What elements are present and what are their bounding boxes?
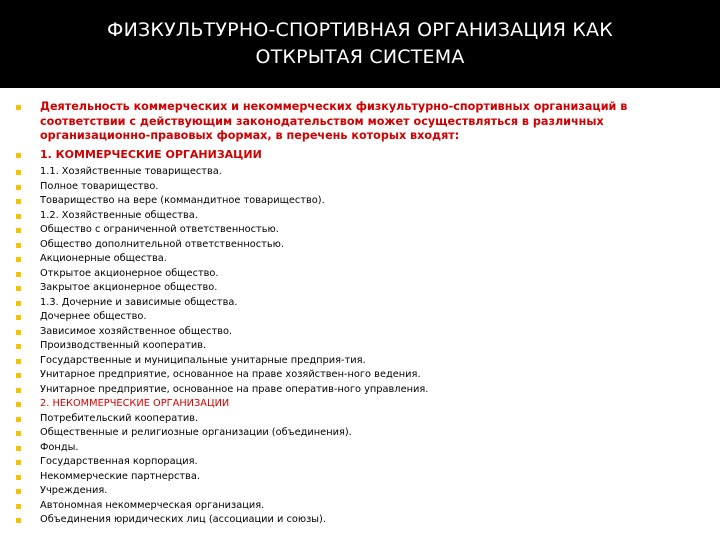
bullet-icon: [16, 518, 21, 523]
slide-content: [0, 88, 720, 540]
section-heading-text: 2. НЕКОММЕРЧЕСКИЕ ОРГАНИЗАЦИИ: [40, 398, 230, 409]
bullet-icon: [16, 105, 21, 110]
bullet-icon: [16, 315, 21, 320]
bullet-icon: [16, 301, 21, 306]
list-item-text: Общество с ограниченной ответственностью.: [40, 224, 279, 235]
list-item-text: Фонды.: [40, 441, 79, 453]
bullet-icon: [16, 359, 21, 364]
list-item-text: Унитарное предприятие, основанное на праве хозяйствен-ного ведения.: [40, 369, 421, 380]
bullet-icon: [16, 417, 21, 422]
list-item-text: Общество дополнительной ответственностью.: [40, 238, 284, 250]
bullet-icon: [16, 460, 21, 465]
bullet-icon: [16, 330, 21, 335]
list-item-text: Объединения юридических лиц (ассоциации и союзы).: [40, 514, 326, 525]
bullet-icon: [16, 286, 21, 291]
list-item-text: Государственные и муниципальные унитарные предприя-тия.: [40, 354, 366, 366]
list-item-text: Зависимое хозяйственное общество.: [40, 325, 233, 337]
title-line-1: ФИЗКУЛЬТУРНО-СПОРТИВНАЯ ОРГАНИЗАЦИЯ КАК: [107, 19, 613, 41]
intro-text: Деятельность коммерческих и некоммерческих физкультурно-спортивных организаций в соответствии с действующим законодательством может осуществляться в различных организационно-правовых формах, в перечень которых входят:: [40, 100, 628, 142]
bullet-icon: [16, 489, 21, 494]
list-item-text: 1.1. Хозяйственные товарищества.: [40, 166, 222, 177]
list-item-text: Производственный кооператив.: [40, 340, 207, 351]
bullet-icon: [16, 199, 21, 204]
list-item-text: Государственная корпорация.: [40, 456, 198, 467]
list-item-text: Закрытое акционерное общество.: [40, 282, 218, 293]
slide-title: [107, 17, 613, 71]
list-item-text: Некоммерческие партнерства.: [40, 470, 200, 482]
list-item-text: 1.2. Хозяйственные общества.: [40, 209, 198, 221]
bullet-icon: [16, 373, 21, 378]
bullet-icon: [16, 170, 21, 175]
slide-header: [0, 0, 720, 88]
bullet-icon: [16, 446, 21, 451]
bullet-icon: [16, 243, 21, 248]
bullet-icon: [16, 185, 21, 190]
bullet-icon: [16, 431, 21, 436]
list-item-text: Учреждения.: [40, 485, 108, 496]
bullet-icon: [16, 504, 21, 509]
bullet-icon: [16, 228, 21, 233]
list-item-text: Унитарное предприятие, основанное на праве оператив-ного управления.: [40, 383, 429, 395]
bullet-icon: [16, 475, 21, 480]
list-item-text: 1.3. Дочерние и зависимые общества.: [40, 296, 238, 308]
list-item-text: Полное товарищество.: [40, 180, 159, 192]
bullet-icon: [16, 388, 21, 393]
title-line-2: ОТКРЫТАЯ СИСТЕМА: [255, 46, 465, 68]
bullet-icon: [16, 344, 21, 349]
list-item-text: Потребительский кооператив.: [40, 412, 199, 424]
list-item-text: Товарищество на вере (коммандитное товарищество).: [40, 195, 325, 206]
bullet-icon: [16, 153, 21, 158]
list-item-text: Дочернее общество.: [40, 311, 147, 322]
section-heading-text: 1. КОММЕРЧЕСКИЕ ОРГАНИЗАЦИИ: [40, 148, 262, 161]
list-item-text: Автономная некоммерческая организация.: [40, 499, 265, 511]
list-item-text: Акционерные общества.: [40, 253, 167, 264]
bullet-icon: [16, 257, 21, 262]
bullet-icon: [16, 402, 21, 407]
list-item-text: Общественные и религиозные организации (объединения).: [40, 427, 352, 438]
bullet-icon: [16, 214, 21, 219]
bullet-icon: [16, 272, 21, 277]
list-item-text: Открытое акционерное общество.: [40, 267, 219, 279]
